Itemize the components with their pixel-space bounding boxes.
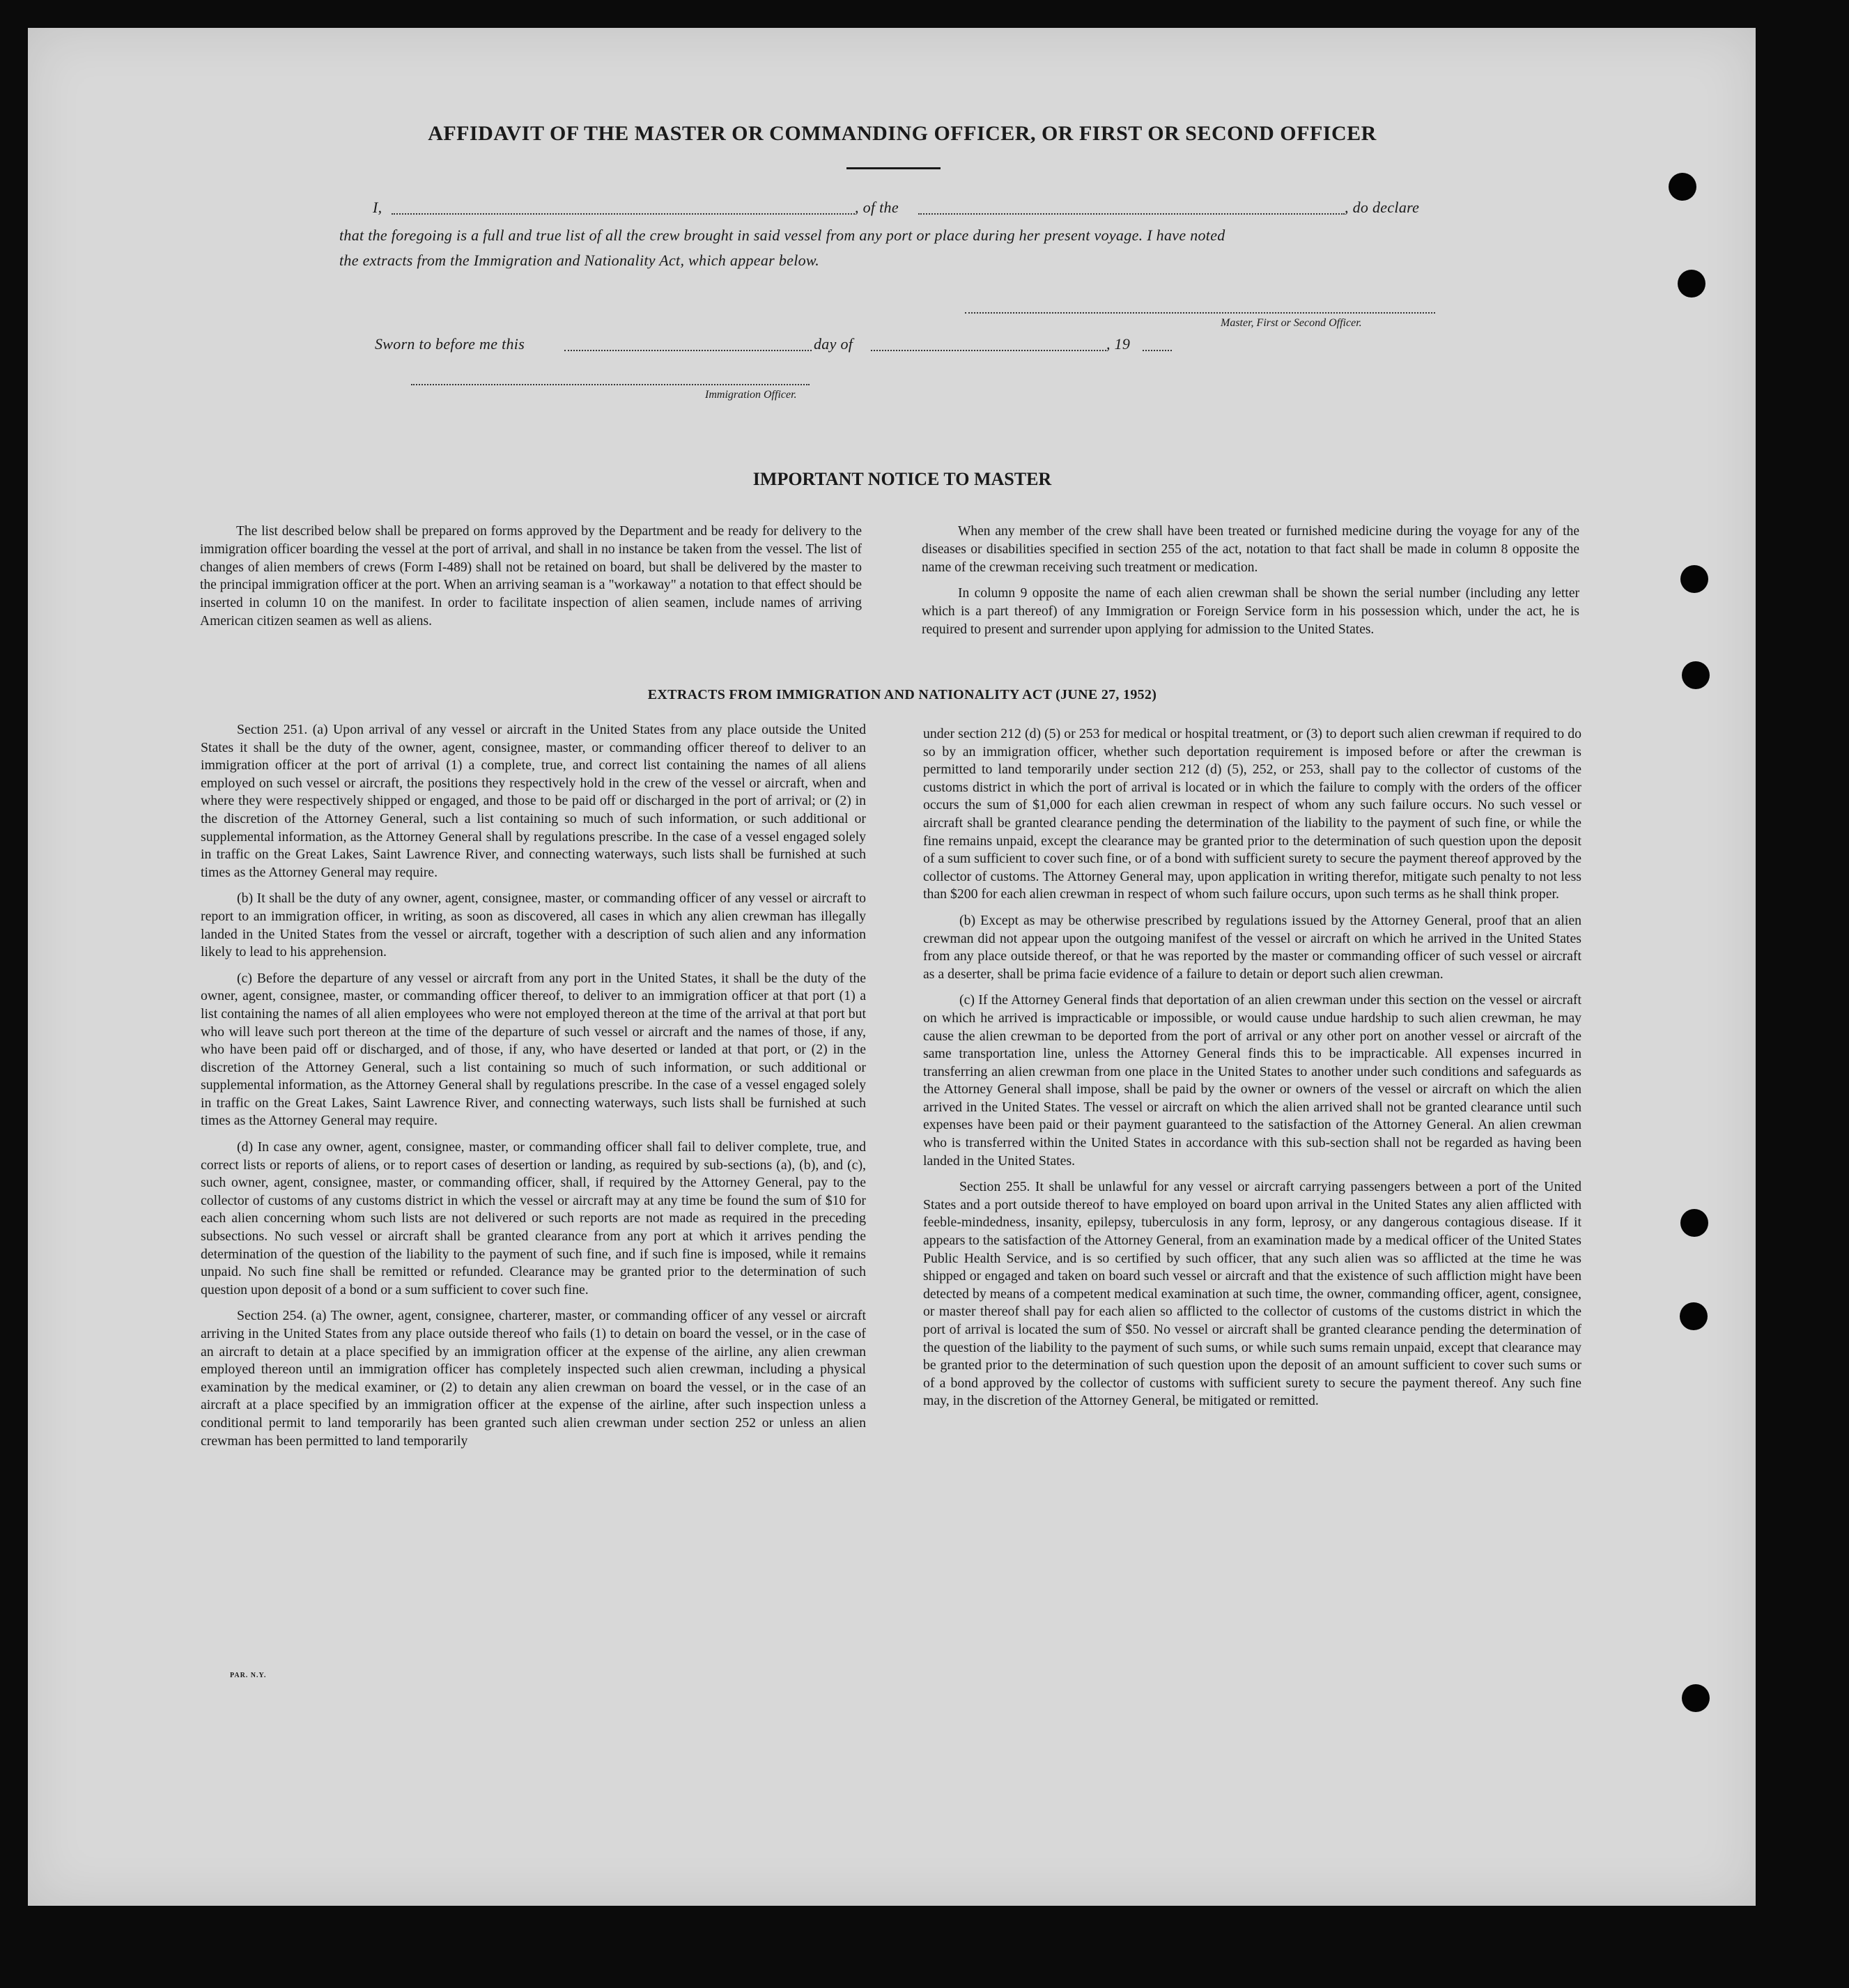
punch-hole: [1680, 1209, 1708, 1237]
year-label: , 19: [1106, 335, 1131, 353]
statute-paragraph: (c) Before the departure of any vessel or aircraft from any port in the United States, it shall be the duty of the owner, agent, consignee, master, or commanding officer thereof, to deliver to an immigration officer at that port (1) a list containing the names of all alien employees who were not employed thereon at the time of the arrival at that port but who will leave such port thereon at the time of the departure of such vessel or aircraft and the names of those, if any, who have been paid off or discharged, and of those, if any, who have deserted or landed at that port, or (2) in the discretion of the Attorney General, such a list containing so much of such information, or such additional or supplemental information, as the Attorney General shall by regulations prescribe. In the case of a vessel engaged solely in traffic on the Great Lakes, Saint Lawrence River, and connecting waterways, such lists shall be furnished at such times as the Attorney General may require.: [201, 970, 866, 1129]
extracts-right-column: [923, 725, 1581, 1419]
immigration-officer-caption: Immigration Officer.: [705, 389, 797, 401]
statement-line-1: that the foregoing is a full and true list of all the crew brought in said vessel from any port or place during her present voyage. I have noted: [339, 226, 1225, 244]
immigration-officer-signature-line[interactable]: [411, 384, 810, 385]
sworn-label: Sworn to before me this: [375, 335, 525, 353]
year-field[interactable]: [1143, 350, 1172, 351]
punch-hole: [1678, 270, 1705, 298]
printer-mark: PAR. N.Y.: [230, 1672, 267, 1679]
statute-paragraph: Section 251. (a) Upon arrival of any vessel or aircraft in the United States from any place outside the United States it shall be the duty of the owner, agent, consignee, master, or commanding officer thereof to deliver to an immigration officer at the port of arrival (1) a complete, true, and correct list containing the names of all aliens employed on such vessel or aircraft, the positions they respectively hold in the crew of the vessel or aircraft, when and where they were respectively shipped or engaged, and those to be paid off or discharged in the port of arrival; or (2) in the discretion of the Attorney General, such a list containing so much of such information, or such additional or supplemental information, as the Attorney General shall by regulations prescribe. In the case of a vessel engaged solely in traffic on the Great Lakes, Saint Lawrence River, and connecting waterways, such lists shall be furnished at such times as the Attorney General may require.: [201, 722, 866, 880]
extracts-left-column: [201, 721, 866, 1458]
of-the-label: , of the: [855, 199, 899, 216]
statute-paragraph: (d) In case any owner, agent, consignee, master, or commanding officer shall fail to deliver complete, true, and correct lists or reports of aliens, or to report cases of desertion or landing, as required by sub-sections (a), (b), and (c), such owner, agent, consignee, master, or commanding officer, shall, if required by the Attorney General, pay to the collector of customs of any customs district in which the vessel or aircraft may at any time be found the sum of $10 for each alien concerning whom such lists are not delivered or such reports are not made as required in the preceding subsections. No such vessel or aircraft shall be granted clearance from any port at which it arrives pending the determination of the question of the liability to the payment of such fine, and if such fine is imposed, while it remains unpaid. No such fine shall be remitted or refunded. Clearance may be granted prior to the determination of such question upon deposit of a bond or a sum sufficient to cover such fine.: [201, 1139, 866, 1297]
sworn-month-field[interactable]: [871, 350, 1106, 351]
affidavit-title: AFFIDAVIT OF THE MASTER OR COMMANDING OFFICER, OR FIRST OR SECOND OFFICER: [428, 122, 1377, 145]
statement-line-2: the extracts from the Immigration and Nationality Act, which appear below.: [339, 252, 820, 269]
master-caption: Master, First or Second Officer.: [1221, 317, 1362, 329]
extracts-title: EXTRACTS FROM IMMIGRATION AND NATIONALITY ACT (JUNE 27, 1952): [647, 687, 1157, 702]
do-declare-label: , do declare: [1345, 199, 1420, 216]
notice-paragraph: When any member of the crew shall have been treated or furnished medicine during the voyage for any of the diseases or disabilities specified in section 255 of the act, notation to that fact shall be made in column 8 opposite the name of the crewman receiving such treatment or medication.: [922, 524, 1579, 575]
master-signature-line[interactable]: [965, 312, 1435, 314]
sworn-day-field[interactable]: [564, 350, 812, 351]
notice-paragraph: In column 9 opposite the name of each alien crewman shall be shown the serial number (including any letter which is a part thereof) of any Immigration or Foreign Service form in his possession which, under the act, he is required to present and surrender upon applying for admission to the United States.: [922, 586, 1579, 637]
statute-paragraph: (c) If the Attorney General finds that deportation of an alien crewman under this section on the vessel or aircraft on which he arrived is impracticable or impossible, or would cause undue hardship to such alien crewman, he may cause the alien crewman to be deported from the port of arrival or any other port on another vessel or aircraft of the same transportation line, unless the Attorney General finds this to be impracticable. All expenses incurred in transferring an alien crewman from one place in the United States to another under such conditions and safeguards as the Attorney General shall impose, shall be paid by the owner or owners of the vessel or aircraft on which the alien arrived in the United States. The vessel or aircraft on which the alien arrived shall not be granted clearance until such expenses have been paid or their payment guaranteed to the satisfaction of the Attorney General. An alien crewman who is transferred within the United States in accordance with this sub-section shall not be regarded as having been landed in the United States.: [923, 992, 1581, 1169]
title-rule: [846, 167, 941, 169]
punch-hole: [1680, 1302, 1708, 1330]
notice-title: IMPORTANT NOTICE TO MASTER: [752, 469, 1052, 489]
statute-paragraph: (b) Except as may be otherwise prescribed by regulations issued by the Attorney General, proof that an alien crewman did not appear upon the outgoing manifest of the vessel or aircraft on which he arrived in the United States from any place outside thereof, or that he was reported by the master or commanding officer of such vessel or aircraft as a deserter, shall be prima facie evidence of a failure to detain or deport such alien crewman.: [923, 912, 1581, 982]
punch-hole: [1682, 661, 1710, 689]
day-of-label: day of: [814, 335, 853, 353]
notice-left-column: [200, 523, 862, 639]
declare-i-label: I,: [373, 199, 382, 216]
statute-paragraph: (b) It shall be the duty of any owner, agent, consignee, master, or commanding officer of any vessel or aircraft to report to an immigration officer, in writing, as soon as discovered, all cases in which any alien crewman has illegally landed in the United States from the vessel or aircraft, together with a description of such alien and any information likely to lead to his apprehension.: [201, 891, 866, 960]
notice-right-column: [922, 523, 1579, 647]
statute-paragraph: under section 212 (d) (5) or 253 for medical or hospital treatment, or (3) to deport such alien crewman if required to do so by an immigration officer, whether such deportation requirement is imposed before or after the crewman is permitted to land temporarily under section 212 (d) (5), 252, or 253, shall pay to the collector of customs of the customs district in which the port of arrival is located or in which the failure to comply with the orders of the officer occurs the sum of $1,000 for each alien crewman in respect of whom any such failure occurs. No such vessel or aircraft shall be granted clearance pending the determination of the liability to the payment of such fine, or while the fine remains unpaid, except the clearance may be granted prior to the determination of such question upon the deposit of a sum sufficient to cover such fine, or of a bond with sufficient surety to secure the payment thereof approved by the collector of customs. The Attorney General may, upon application in writing therefor, mitigate such penalty to not less than $200 for each alien crewman in respect of whom such failure occurs, upon such terms as he shall think proper.: [923, 726, 1581, 902]
punch-hole: [1682, 1684, 1710, 1712]
notice-paragraph: The list described below shall be prepared on forms approved by the Department and be ready for delivery to the immigration officer boarding the vessel at the port of arrival, and shall in no instance be taken from the vessel. The list of changes of alien members of crews (Form I-489) shall not be retained on board, but shall be delivered by the master to the principal immigration officer at the port. When an arriving seaman is a "workaway" a notation to that effect should be inserted in column 10 on the manifest. In order to facilitate inspection of alien seamen, include names of arriving American citizen seamen as well as aliens.: [200, 524, 862, 629]
statute-paragraph: Section 255. It shall be unlawful for any vessel or aircraft carrying passengers between a port of the United States and a port outside thereof to have employed on board upon arrival in the United States any alien afflicted with feeble-mindedness, insanity, epilepsy, tuberculosis in any form, leprosy, or any dangerous contagious disease. If it appears to the satisfaction of the Attorney General, from an examination made by a medical officer of the United States Public Health Service, and is so certified by such officer, that any such alien was so afflicted at the time he was shipped or engaged and taken on board such vessel or aircraft and that the existence of such affliction might have been detected by means of a competent medical examination at such time, the owner, commanding officer, agent, consignee, or master thereof shall pay for each alien so afflicted to the collector of customs of the customs district in which the port of arrival is located the sum of $50. No vessel or aircraft shall be granted clearance pending the determination of the question of the liability to the payment of such sums, or while such sums remain unpaid, except that clearance may be granted prior to the determination of such question upon the deposit of an amount sufficient to cover such sums or of a bond approved by the collector of customs with sufficient surety to secure the payment thereof. Any such fine may, in the discretion of the Attorney General, be mitigated or remitted.: [923, 1179, 1581, 1409]
punch-hole: [1680, 565, 1708, 593]
punch-hole: [1669, 173, 1696, 201]
vessel-field[interactable]: [918, 213, 1345, 215]
name-field[interactable]: [392, 213, 855, 215]
statute-paragraph: Section 254. (a) The owner, agent, consignee, charterer, master, or commanding officer of any vessel or aircraft arriving in the United States from any place outside thereof who fails (1) to detain on board the vessel, or in the case of an aircraft to detain at a place specified by an immigration officer at the expense of the airline, any alien crewman employed thereon until an immigration officer has completely inspected such alien crewman, including a physical examination by the medical examiner, or (2) to detain any alien crewman on board the vessel, or in the case of an aircraft at a place specified by an immigration officer at the expense of the airline, after such inspection unless a conditional permit to land temporarily has been granted such alien crewman under section 252 or unless an alien crewman has been permitted to land temporarily: [201, 1308, 866, 1449]
